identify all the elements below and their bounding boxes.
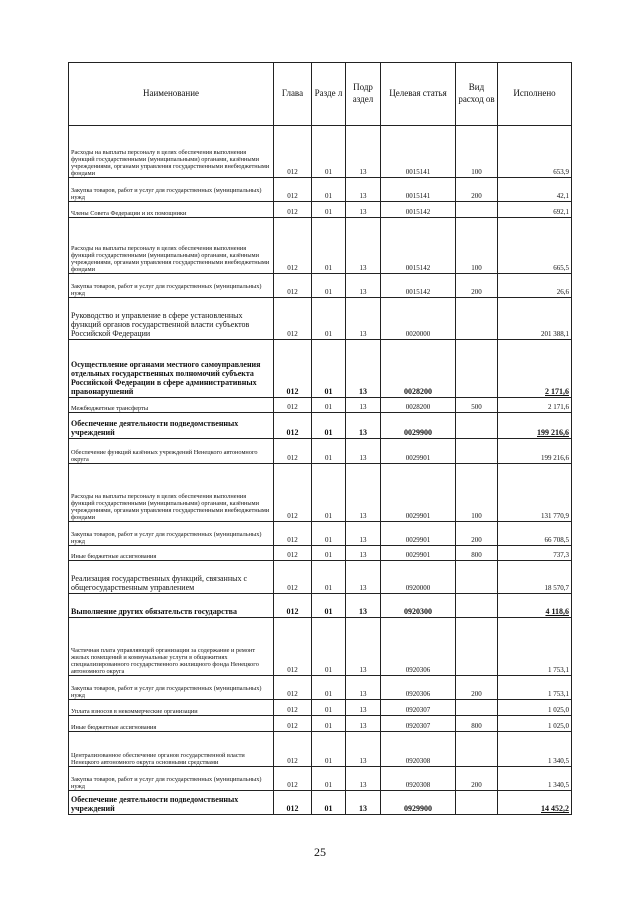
- cell-statya: 0029901: [381, 439, 456, 464]
- cell-vid: 500: [456, 398, 498, 413]
- page-number: 25: [314, 845, 326, 859]
- cell-amount: 737,3: [498, 546, 572, 561]
- cell-podrazdel: 13: [346, 398, 381, 413]
- cell-statya: 0015142: [381, 202, 456, 218]
- header-statya: Целевая статья: [381, 63, 456, 126]
- cell-amount: 26,6: [498, 274, 572, 298]
- cell-vid: [456, 439, 498, 464]
- cell-glava: 012: [274, 522, 312, 546]
- table-row: [69, 700, 572, 716]
- cell-statya: 0015141: [381, 126, 456, 178]
- cell-podrazdel: 13: [346, 700, 381, 716]
- cell-name: Расходы на выплаты персоналу в целях обеспечения выполнения функций государственными (муниципальными) органами, казёнными учреждениями, органами управления государственными внебюджетными фондами: [69, 218, 274, 274]
- cell-podrazdel: 13: [346, 298, 381, 340]
- cell-vid: 100: [456, 126, 498, 178]
- header-name: Наименование: [69, 63, 274, 126]
- table-row: [69, 676, 572, 700]
- cell-name: Иные бюджетные ассигнования: [69, 716, 274, 732]
- cell-name: Расходы на выплаты персоналу в целях обеспечения выполнения функций государственными (муниципальными) органами, казёнными учреждениями, органами управления государственными внебюджетными фондами: [69, 464, 274, 522]
- cell-amount: [498, 594, 572, 618]
- cell-name: Обеспечение деятельности подведомственных учреждений: [69, 413, 274, 439]
- cell-amount: 1 753,1: [498, 618, 572, 676]
- cell-glava: 012: [274, 594, 312, 618]
- cell-razdel: 01: [312, 218, 346, 274]
- table-row: [69, 594, 572, 618]
- cell-glava: 012: [274, 274, 312, 298]
- cell-name: Обеспечение функций казённых учреждений Ненецкого автономного округа: [69, 439, 274, 464]
- cell-glava: 012: [274, 398, 312, 413]
- cell-podrazdel: 13: [346, 618, 381, 676]
- cell-amount: [498, 413, 572, 439]
- cell-amount: 1 025,0: [498, 716, 572, 732]
- cell-amount: 1 340,5: [498, 732, 572, 767]
- cell-podrazdel: 13: [346, 126, 381, 178]
- cell-vid: 200: [456, 274, 498, 298]
- table-row: [69, 464, 572, 522]
- cell-vid: 100: [456, 218, 498, 274]
- table-row: [69, 767, 572, 791]
- table-row: [69, 274, 572, 298]
- cell-glava: 012: [274, 126, 312, 178]
- cell-glava: 012: [274, 298, 312, 340]
- cell-vid: [456, 594, 498, 618]
- table-row: [69, 340, 572, 398]
- table-row: [69, 561, 572, 594]
- table-row: [69, 218, 572, 274]
- cell-statya: 0028200: [381, 398, 456, 413]
- cell-glava: 012: [274, 413, 312, 439]
- cell-statya: 0029901: [381, 464, 456, 522]
- table-row: [69, 791, 572, 815]
- cell-amount: 131 770,9: [498, 464, 572, 522]
- cell-razdel: 01: [312, 340, 346, 398]
- cell-glava: 012: [274, 676, 312, 700]
- cell-amount: 199 216,6: [498, 439, 572, 464]
- cell-name: Обеспечение деятельности подведомственных учреждений: [69, 791, 274, 815]
- cell-podrazdel: 13: [346, 340, 381, 398]
- cell-podrazdel: 13: [346, 178, 381, 202]
- cell-amount: 1 025,0: [498, 700, 572, 716]
- amount-value: 14 452,2: [541, 804, 569, 814]
- cell-amount: [498, 340, 572, 398]
- cell-statya: 0028200: [381, 340, 456, 398]
- cell-razdel: 01: [312, 398, 346, 413]
- cell-razdel: 01: [312, 439, 346, 464]
- cell-vid: [456, 298, 498, 340]
- cell-glava: 012: [274, 464, 312, 522]
- table-row: [69, 618, 572, 676]
- table-row: [69, 732, 572, 767]
- cell-vid: 100: [456, 464, 498, 522]
- cell-name: Закупка товаров, работ и услуг для государственных (муниципальных) нужд: [69, 522, 274, 546]
- cell-glava: 012: [274, 202, 312, 218]
- table-header-row: [69, 63, 572, 126]
- cell-statya: 0929900: [381, 791, 456, 815]
- cell-name: Межбюджетные трансферты: [69, 398, 274, 413]
- cell-podrazdel: 13: [346, 732, 381, 767]
- cell-podrazdel: 13: [346, 202, 381, 218]
- cell-vid: [456, 413, 498, 439]
- cell-statya: 0920307: [381, 716, 456, 732]
- cell-podrazdel: 13: [346, 439, 381, 464]
- cell-name: Члены Совета Федерации и их помощники: [69, 202, 274, 218]
- cell-razdel: 01: [312, 126, 346, 178]
- cell-vid: 200: [456, 178, 498, 202]
- cell-statya: 0020000: [381, 298, 456, 340]
- cell-podrazdel: 13: [346, 464, 381, 522]
- cell-podrazdel: 13: [346, 561, 381, 594]
- cell-razdel: 01: [312, 178, 346, 202]
- cell-podrazdel: 13: [346, 767, 381, 791]
- cell-statya: 0920306: [381, 676, 456, 700]
- table-row: [69, 522, 572, 546]
- cell-amount: 18 570,7: [498, 561, 572, 594]
- cell-statya: 0920308: [381, 732, 456, 767]
- cell-podrazdel: 13: [346, 522, 381, 546]
- cell-amount: 201 388,1: [498, 298, 572, 340]
- header-vid: Вид расход ов: [456, 63, 498, 126]
- cell-name: Иные бюджетные ассигнования: [69, 546, 274, 561]
- amount-value: 4 118,6: [545, 607, 569, 617]
- cell-vid: 200: [456, 767, 498, 791]
- cell-statya: 0015142: [381, 274, 456, 298]
- cell-razdel: 01: [312, 618, 346, 676]
- cell-name: Выполнение других обязательств государства: [69, 594, 274, 618]
- cell-amount: [498, 791, 572, 815]
- cell-glava: 012: [274, 791, 312, 815]
- cell-amount: 665,5: [498, 218, 572, 274]
- cell-vid: [456, 732, 498, 767]
- header-razdel: Разде л: [312, 63, 346, 126]
- cell-name: Закупка товаров, работ и услуг для государственных (муниципальных) нужд: [69, 676, 274, 700]
- cell-statya: 0029901: [381, 546, 456, 561]
- cell-glava: 012: [274, 732, 312, 767]
- cell-vid: [456, 561, 498, 594]
- cell-razdel: 01: [312, 202, 346, 218]
- cell-name: Уплата взносов в некоммерческие организации: [69, 700, 274, 716]
- cell-razdel: 01: [312, 298, 346, 340]
- cell-name: Расходы на выплаты персоналу в целях обеспечения выполнения функций государственными (муниципальными) органами, казёнными учреждениями, органами управления государственными внебюджетными фондами: [69, 126, 274, 178]
- cell-amount: 1 753,1: [498, 676, 572, 700]
- cell-glava: 012: [274, 700, 312, 716]
- cell-razdel: 01: [312, 594, 346, 618]
- table-row: [69, 546, 572, 561]
- cell-razdel: 01: [312, 413, 346, 439]
- cell-glava: 012: [274, 439, 312, 464]
- cell-glava: 012: [274, 340, 312, 398]
- cell-podrazdel: 13: [346, 546, 381, 561]
- cell-vid: 200: [456, 676, 498, 700]
- cell-vid: [456, 618, 498, 676]
- cell-glava: 012: [274, 767, 312, 791]
- cell-statya: 0029901: [381, 522, 456, 546]
- cell-vid: [456, 791, 498, 815]
- cell-razdel: 01: [312, 546, 346, 561]
- cell-amount: 692,1: [498, 202, 572, 218]
- cell-statya: 0015141: [381, 178, 456, 202]
- cell-statya: 0920000: [381, 561, 456, 594]
- cell-name: Закупка товаров, работ и услуг для государственных (муниципальных) нужд: [69, 767, 274, 791]
- cell-razdel: 01: [312, 676, 346, 700]
- cell-name: Закупка товаров, работ и услуг для государственных (муниципальных) нужд: [69, 274, 274, 298]
- cell-vid: [456, 340, 498, 398]
- cell-statya: 0015142: [381, 218, 456, 274]
- cell-name: Частичная плата управляющей организации за содержание и ремонт жилых помещений и коммунальные услуги в общежитиях специализированного государственного жилищного фонда Ненецкого автономного округа: [69, 618, 274, 676]
- cell-statya: 0029900: [381, 413, 456, 439]
- table-row: [69, 413, 572, 439]
- cell-vid: [456, 202, 498, 218]
- cell-statya: 0920306: [381, 618, 456, 676]
- budget-table: [68, 62, 572, 815]
- cell-razdel: 01: [312, 522, 346, 546]
- table-row: [69, 439, 572, 464]
- cell-razdel: 01: [312, 716, 346, 732]
- cell-amount: 42,1: [498, 178, 572, 202]
- cell-razdel: 01: [312, 791, 346, 815]
- header-podrazdel: Подр аздел: [346, 63, 381, 126]
- cell-razdel: 01: [312, 732, 346, 767]
- cell-glava: 012: [274, 178, 312, 202]
- cell-glava: 012: [274, 618, 312, 676]
- cell-razdel: 01: [312, 274, 346, 298]
- cell-name: Централизованное обеспечение органов государственной власти Ненецкого автономного округа основными средствами: [69, 732, 274, 767]
- table-row: [69, 716, 572, 732]
- cell-glava: 012: [274, 716, 312, 732]
- cell-vid: [456, 700, 498, 716]
- cell-vid: 800: [456, 546, 498, 561]
- cell-podrazdel: 13: [346, 791, 381, 815]
- cell-razdel: 01: [312, 700, 346, 716]
- cell-glava: 012: [274, 561, 312, 594]
- table-body: [69, 126, 572, 815]
- cell-podrazdel: 13: [346, 716, 381, 732]
- cell-podrazdel: 13: [346, 676, 381, 700]
- cell-vid: 800: [456, 716, 498, 732]
- cell-podrazdel: 13: [346, 218, 381, 274]
- table-row: [69, 398, 572, 413]
- cell-glava: 012: [274, 218, 312, 274]
- cell-name: Руководство и управление в сфере установленных функций органов государственной власти субъектов Российской Федерации: [69, 298, 274, 340]
- cell-vid: 200: [456, 522, 498, 546]
- cell-statya: 0920308: [381, 767, 456, 791]
- amount-value: 199 216,6: [537, 428, 569, 438]
- cell-amount: 653,9: [498, 126, 572, 178]
- cell-name: Закупка товаров, работ и услуг для государственных (муниципальных) нужд: [69, 178, 274, 202]
- cell-name: Реализация государственных функций, связанных с общегосударственным управлением: [69, 561, 274, 594]
- cell-glava: 012: [274, 546, 312, 561]
- table-row: [69, 298, 572, 340]
- header-amount: Исполнено: [498, 63, 572, 126]
- cell-razdel: 01: [312, 464, 346, 522]
- cell-statya: 0920300: [381, 594, 456, 618]
- table-row: [69, 202, 572, 218]
- cell-amount: 2 171,6: [498, 398, 572, 413]
- cell-statya: 0920307: [381, 700, 456, 716]
- header-glava: Глава: [274, 63, 312, 126]
- cell-podrazdel: 13: [346, 274, 381, 298]
- cell-amount: 1 340,5: [498, 767, 572, 791]
- cell-name: Осуществление органами местного самоуправления отдельных государственных полномочий субъекта Российской Федерации в сфере административных правонарушений: [69, 340, 274, 398]
- cell-razdel: 01: [312, 561, 346, 594]
- cell-podrazdel: 13: [346, 413, 381, 439]
- table-row: [69, 126, 572, 178]
- amount-value: 2 171,6: [545, 387, 569, 397]
- table-row: [69, 178, 572, 202]
- cell-amount: 66 708,5: [498, 522, 572, 546]
- cell-podrazdel: 13: [346, 594, 381, 618]
- cell-razdel: 01: [312, 767, 346, 791]
